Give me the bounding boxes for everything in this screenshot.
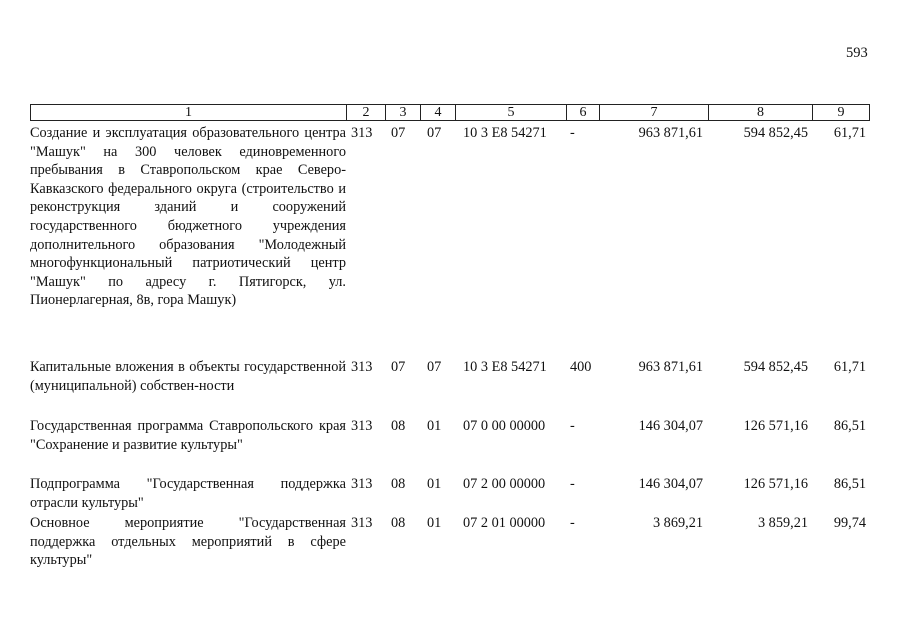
cell-target-code: 07 2 00 00000 <box>463 476 546 492</box>
cell-admin-code: 313 <box>351 125 373 141</box>
cell-section: 08 <box>391 476 406 492</box>
row-name: Подпрограмма "Государственная поддержка отрасли культуры" <box>30 476 346 511</box>
header-col-8: 8 <box>709 105 813 120</box>
cell-section: 07 <box>391 359 406 375</box>
cell-percent: 99,74 <box>833 515 866 531</box>
cell-amount-actual: 126 571,16 <box>743 476 808 492</box>
cell-subsection: 01 <box>427 515 442 531</box>
header-col-6: 6 <box>567 105 600 120</box>
header-col-4: 4 <box>421 105 456 120</box>
cell-target-code: 10 3 E8 54271 <box>463 125 547 141</box>
cell-percent: 86,51 <box>833 418 866 434</box>
cell-amount-planned: 3 869,21 <box>652 515 703 531</box>
cell-amount-planned: 963 871,61 <box>638 125 703 141</box>
cell-admin-code: 313 <box>351 359 373 375</box>
page-number: 593 <box>846 45 868 61</box>
header-col-3: 3 <box>386 105 421 120</box>
row-name: Государственная программа Ставропольского края "Сохранение и развитие культуры" <box>30 418 346 453</box>
cell-expense-type: 400 <box>570 359 592 375</box>
cell-section: 08 <box>391 418 406 434</box>
cell-target-code: 07 0 00 00000 <box>463 418 546 434</box>
cell-expense-type: - <box>570 418 575 434</box>
cell-target-code: 07 2 01 00000 <box>463 515 546 531</box>
header-col-7: 7 <box>600 105 709 120</box>
cell-subsection: 01 <box>427 418 442 434</box>
cell-admin-code: 313 <box>351 418 373 434</box>
cell-expense-type: - <box>570 515 575 531</box>
cell-amount-actual: 594 852,45 <box>743 125 808 141</box>
row-name: Основное мероприятие "Государственная поддержка отдельных мероприятий в сфере культуры" <box>30 515 346 569</box>
cell-amount-planned: 963 871,61 <box>638 359 703 375</box>
cell-amount-actual: 594 852,45 <box>743 359 808 375</box>
cell-admin-code: 313 <box>351 476 373 492</box>
cell-percent: 61,71 <box>833 359 866 375</box>
cell-subsection: 01 <box>427 476 442 492</box>
cell-expense-type: - <box>570 125 575 141</box>
cell-subsection: 07 <box>427 359 442 375</box>
table-header <box>30 104 870 121</box>
cell-percent: 61,71 <box>833 125 866 141</box>
cell-amount-planned: 146 304,07 <box>638 476 703 492</box>
cell-section: 08 <box>391 515 406 531</box>
cell-admin-code: 313 <box>351 515 373 531</box>
header-col-1: 1 <box>31 105 347 120</box>
header-col-5: 5 <box>456 105 567 120</box>
cell-target-code: 10 3 E8 54271 <box>463 359 547 375</box>
header-col-9: 9 <box>837 105 845 120</box>
cell-amount-actual: 126 571,16 <box>743 418 808 434</box>
cell-amount-actual: 3 859,21 <box>757 515 808 531</box>
row-name: Капитальные вложения в объекты государственной (муниципальной) собствен-ности <box>30 359 346 394</box>
cell-subsection: 07 <box>427 125 442 141</box>
cell-expense-type: - <box>570 476 575 492</box>
cell-section: 07 <box>391 125 406 141</box>
row-name: Создание и эксплуатация образовательного центра "Машук" на 300 человек единовременного пребывания в Ставропольском крае Северо-Кавказского федерального округа (строительство и реконструкция зданий и сооружений государственного бюджетного учреждения дополнительного образования "Молодежный многофункциональный патриотический центр "Машук" по адресу г. Пятигорск, ул. Пионерлагерная, 8в, гора Машук) <box>30 125 346 309</box>
cell-amount-planned: 146 304,07 <box>638 418 703 434</box>
header-col-2: 2 <box>347 105 386 120</box>
cell-percent: 86,51 <box>833 476 866 492</box>
